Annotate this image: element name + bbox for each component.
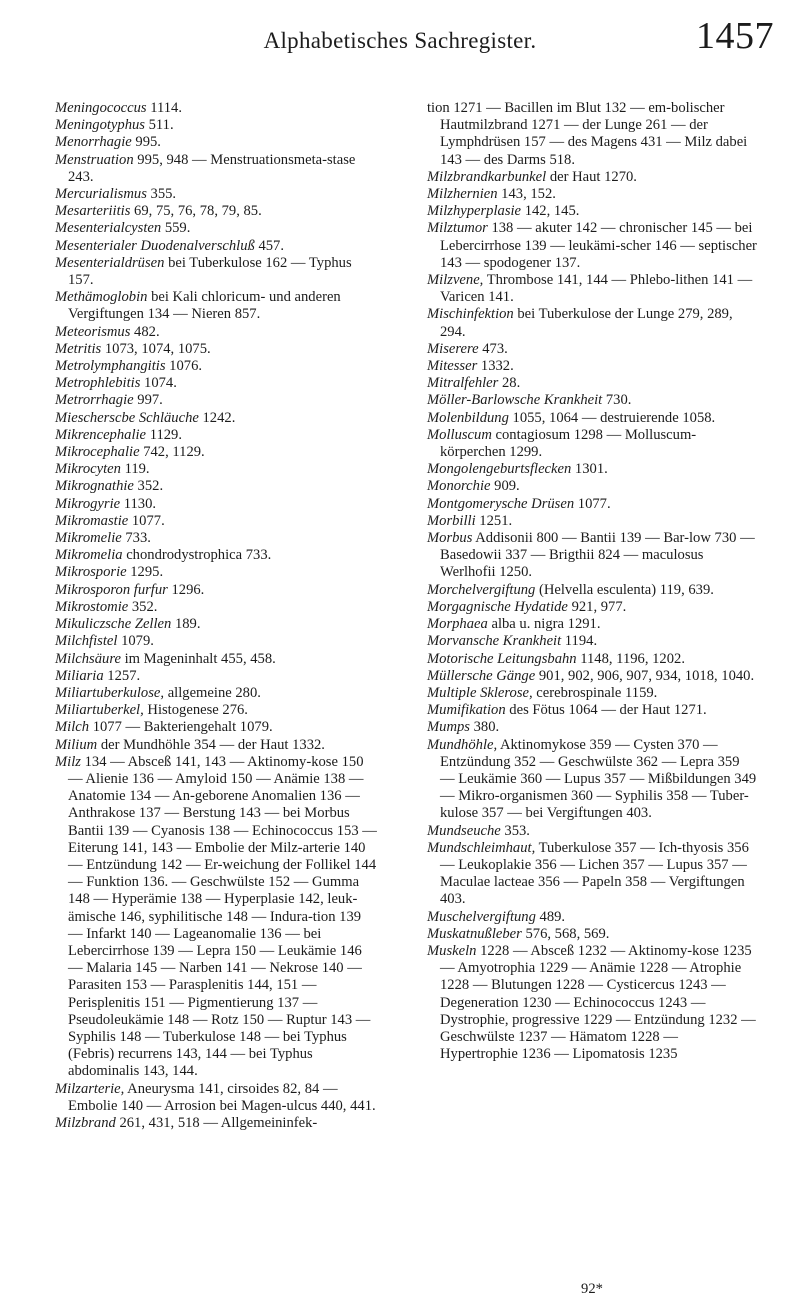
index-entry	[55, 340, 377, 358]
index-term: Miserere	[427, 340, 479, 357]
index-term: Montgomerysche Drüsen	[427, 495, 575, 512]
index-references: 730.	[602, 392, 632, 409]
index-term: Müllersche Gänge	[427, 667, 536, 684]
index-term: Mundhöhle,	[427, 736, 498, 753]
index-entry	[427, 168, 757, 186]
index-entry	[427, 340, 757, 358]
index-references: 142, 145.	[521, 203, 580, 220]
index-references: 1077 — Bakteriengehalt 1079.	[89, 719, 273, 736]
index-references: bei Tuberkulose der Lunge 279, 289, 294.	[440, 306, 733, 340]
index-term: Milzbrandkarbunkel	[427, 168, 547, 185]
index-entry	[427, 581, 757, 599]
index-references: Aktinomykose 359 — Cysten 370 — Entzündung 352 — Geschwülste 362 — Lepra 359 — Leukämie 360 — Lupus 357 — Mißbildungen 349 — Mikro-organismen 360 — Syphilis 358 — Tuber-kulose 357 — bei Vergiftungen 403.	[440, 736, 757, 822]
index-term: Muskatnußleber	[427, 925, 522, 942]
index-references: 1148, 1196, 1202.	[576, 650, 685, 667]
index-entry	[427, 925, 757, 943]
index-term: Muskeln	[427, 942, 477, 959]
index-term: Morphaea	[427, 616, 488, 633]
index-term: Mitesser	[427, 358, 478, 375]
index-term: Mikrognathie	[55, 478, 134, 495]
index-entry	[427, 272, 757, 306]
index-references: 28.	[498, 375, 521, 392]
index-references: 995, 948 — Menstruationsmeta-stase 243.	[68, 151, 356, 185]
index-term: Milz	[55, 753, 81, 770]
index-entry	[55, 736, 377, 754]
index-references: 1194.	[561, 633, 598, 650]
index-entry	[55, 684, 377, 702]
index-term: Motorische Leitungsbahn	[427, 650, 577, 667]
index-entry	[55, 616, 377, 633]
index-entry	[55, 289, 377, 323]
index-entry	[427, 426, 757, 461]
index-entry	[55, 461, 377, 478]
index-references: 261, 431, 518 — Allgemeininfek-	[115, 1114, 318, 1131]
index-references: 119.	[120, 461, 150, 478]
index-references: 143, 152.	[497, 186, 556, 203]
index-term: Metritis	[55, 340, 102, 357]
index-term: Mikrocephalie	[55, 444, 140, 461]
index-term: Mesarteriitis	[55, 203, 131, 220]
index-term: Mikuliczsche Zellen	[55, 616, 172, 633]
index-term: Metrolymphangitis	[55, 358, 166, 375]
index-entry	[55, 186, 377, 203]
index-entry	[55, 581, 377, 599]
index-term: Morvansche Krankheit	[427, 633, 562, 650]
index-entry	[427, 839, 757, 909]
index-entry	[427, 633, 757, 650]
index-references: 733.	[121, 530, 151, 547]
index-term: Mikromelia	[55, 547, 123, 564]
index-references: contagiosum 1298 — Molluscum-körperchen 1299.	[440, 426, 697, 461]
index-term: Mikrostomie	[55, 598, 129, 615]
index-term: Milztumor	[427, 220, 488, 237]
index-entry	[55, 547, 377, 564]
index-term: Morbilli	[427, 512, 476, 529]
index-entry	[55, 598, 377, 616]
index-entry	[55, 650, 377, 668]
index-entry	[55, 444, 377, 461]
index-term: Morchelvergiftung	[427, 581, 536, 598]
index-references: 482.	[130, 323, 160, 340]
index-references: des Fötus 1064 — der Haut 1271.	[505, 702, 707, 719]
index-references: 1295.	[126, 564, 164, 581]
index-references: 1130.	[120, 495, 157, 512]
right-column	[427, 100, 757, 1063]
index-term: Monorchie	[427, 478, 491, 495]
index-term: Milzhyperplasie	[427, 203, 522, 220]
index-term: Miescherscbe Schläuche	[55, 409, 199, 426]
index-term: Mesenterialcysten	[55, 220, 162, 237]
index-term: Miliaria	[55, 667, 104, 684]
index-entry	[427, 100, 757, 169]
index-references: (Helvella esculenta) 119, 639.	[535, 581, 714, 598]
index-term: Metrorrhagie	[55, 392, 134, 409]
index-term: Metrophlebitis	[55, 375, 141, 392]
index-entry	[427, 409, 757, 427]
page-number: 1457	[696, 15, 774, 57]
index-entry	[427, 684, 757, 702]
index-term: Mikrogyrie	[55, 495, 121, 512]
index-entry	[427, 702, 757, 719]
index-term: Molenbildung	[427, 409, 509, 426]
index-entry	[55, 203, 377, 220]
index-term: Mikrosporon furfur	[55, 581, 168, 598]
index-references: 353.	[500, 822, 530, 839]
index-entry	[427, 650, 757, 668]
index-entry	[55, 702, 377, 719]
index-references: 1301.	[571, 461, 608, 478]
index-term: Multiple Sklerose,	[427, 684, 533, 701]
index-references: 1332.	[477, 358, 514, 375]
index-references: 909.	[490, 478, 520, 495]
index-term: Mesenterialdrüsen	[55, 254, 165, 271]
index-entry	[427, 667, 757, 685]
index-references: der Haut 1270.	[546, 168, 637, 185]
index-references: 380.	[469, 719, 500, 736]
index-entry	[427, 203, 757, 220]
index-references: 138 — akuter 142 — chronischer 145 — bei Lebercirrhose 139 — leukämi-scher 146 — septischer 143 — spodogener 137.	[440, 220, 757, 271]
index-entry	[55, 1080, 377, 1115]
index-references: 1073, 1074, 1075.	[101, 340, 211, 357]
index-entry	[427, 186, 757, 203]
index-entry	[55, 375, 377, 392]
index-references: 1251.	[475, 512, 513, 529]
index-entry	[55, 134, 377, 151]
index-term: Molluscum	[427, 426, 492, 443]
index-term: Mumps	[427, 719, 470, 736]
index-entry	[55, 254, 377, 289]
index-references: 559.	[161, 220, 191, 237]
index-entry	[427, 306, 757, 340]
index-term: Möller-Barlowsche Krankheit	[427, 392, 603, 409]
index-references: 995.	[131, 134, 161, 151]
index-entry	[427, 375, 757, 392]
index-term: Meteorismus	[55, 323, 131, 340]
index-entry	[427, 358, 757, 375]
index-entry	[427, 220, 757, 272]
index-entry	[427, 942, 757, 1063]
index-references: Aneurysma 141, cirsoides 82, 84 — Embolie 140 — Arrosion bei Magen-ulcus 440, 441.	[68, 1080, 376, 1114]
index-references: 473.	[478, 340, 508, 357]
index-references: 576, 568, 569.	[521, 925, 610, 942]
index-term: Miliartuberkel,	[55, 702, 144, 719]
index-term: Menorrhagie	[55, 134, 132, 151]
index-references: 1076.	[165, 358, 203, 375]
index-term: Mitralfehler	[427, 375, 499, 392]
index-term: Milzhernien	[427, 186, 498, 203]
index-references: 1129.	[146, 426, 182, 443]
index-references: 1079.	[117, 633, 154, 650]
index-entry	[427, 512, 757, 530]
index-term: Mikromastie	[55, 512, 129, 529]
page-title: Alphabetisches Sachregister.	[263, 28, 537, 53]
index-entry	[55, 392, 377, 409]
index-references: Histogenese 276.	[143, 702, 248, 719]
index-references: 489.	[535, 908, 566, 925]
index-references: chondrodystrophica 733.	[122, 547, 272, 564]
index-entry	[55, 753, 377, 1081]
index-references: 352.	[128, 598, 158, 615]
index-term: Meningococcus	[55, 100, 147, 116]
index-entry	[427, 719, 757, 736]
index-entry	[55, 409, 377, 427]
index-term: Mikrocyten	[55, 461, 121, 478]
index-references: 1242.	[198, 409, 236, 426]
index-references: Addisonii 800 — Bantii 139 — Bar-low 730 — Basedowii 337 — Brigthii 824 — maculosus Werlhofii 1250.	[440, 530, 755, 581]
left-column	[55, 100, 377, 1132]
index-entry	[55, 478, 377, 495]
index-term: Mikrencephalie	[55, 426, 147, 443]
index-references: 742, 1129.	[139, 444, 205, 461]
index-references: cerebrospinale 1159.	[532, 684, 658, 701]
index-entry	[427, 392, 757, 409]
index-references: 997.	[133, 392, 163, 409]
index-term: Milzarterie,	[55, 1080, 125, 1097]
index-references: bei Kali chloricum- und anderen Vergiftungen 134 — Nieren 857.	[68, 289, 341, 323]
index-entry	[427, 461, 757, 478]
index-entry	[427, 616, 757, 633]
index-term: Mesenterialer Duodenalverschluß	[55, 237, 255, 254]
index-references: 901, 902, 906, 907, 934, 1018, 1040.	[535, 667, 755, 684]
index-references: Tuberkulose 357 — Ich-thyosis 356 — Leukoplakie 356 — Lichen 357 — Lupus 357 — Maculae lacteae 356 — Papeln 358 — Vergiftungen 403.	[440, 839, 749, 908]
index-entry	[55, 117, 377, 134]
index-references: tion 1271 — Bacillen im Blut 132 — em-bolischer Hautmilzbrand 1271 — der Lunge 261 — der Lymphdrüsen 157 — des Magens 431 — Milz dabei 143 — des Darms 518.	[427, 100, 748, 168]
page-header	[0, 6, 800, 68]
index-term: Miliartuberkulose,	[55, 684, 165, 701]
index-term: Mikromelie	[55, 530, 122, 547]
index-references: im Mageninhalt 455, 458.	[120, 650, 276, 667]
index-entry	[55, 512, 377, 530]
index-entry	[55, 530, 377, 547]
index-references: 1055, 1064 — destruierende 1058.	[508, 409, 716, 426]
index-entry	[427, 478, 757, 495]
index-term: Meningotyphus	[55, 117, 145, 134]
index-entry	[55, 667, 377, 685]
index-entry	[427, 598, 757, 616]
index-term: Menstruation	[55, 151, 134, 168]
index-term: Mercurialismus	[55, 186, 147, 203]
index-references: 1077.	[128, 512, 165, 529]
index-entry	[55, 1114, 377, 1132]
index-term: Mundseuche	[427, 822, 501, 839]
index-entry	[55, 151, 377, 186]
index-entry	[55, 323, 377, 341]
index-entry	[55, 719, 377, 736]
index-references: 189.	[171, 616, 201, 633]
index-entry	[427, 822, 757, 840]
index-references: 1296.	[167, 581, 205, 598]
index-references: alba u. nigra 1291.	[487, 616, 601, 633]
index-references: 355.	[146, 186, 177, 203]
index-term: Milzbrand	[55, 1114, 116, 1131]
index-references: 352.	[133, 478, 164, 495]
index-references: allgemeine 280.	[164, 684, 261, 701]
index-entry	[55, 358, 377, 375]
index-term: Milchsäure	[55, 650, 121, 667]
index-references: 69, 75, 76, 78, 79, 85.	[130, 203, 262, 220]
index-term: Milzvene,	[427, 272, 484, 289]
index-references: 1257.	[103, 667, 141, 684]
index-entry	[55, 633, 377, 650]
index-entry	[55, 100, 377, 117]
index-entry	[427, 908, 757, 926]
index-references: 134 — Absceß 141, 143 — Aktinomy-kose 150 — Alienie 136 — Amyloid 150 — Anämie 138 — Anatomie 134 — An-geborene Anomalien 136 — Anthrakose 137 — Berstung 143 — bei Morbus Bantii 139 — Cyanosis 138 — Echinococcus 153 — Eiterung 141, 143 — Embolie der Milz-arterie 140 — Entzündung 142 — Er-weichung der Follikel 144 — Funktion 136. — Geschwülste 152 — Gumma 148 — Hyperämie 138 — Hyperplasie 142, leuk-ämische 146, syphilitische 148 — Indura-tion 139 — Infarkt 140 — Lageanomalie 136 — bei Lebercirrhose 139 — Lepra 150 — Leukämie 146 — Malaria 145 — Narben 141 — Nekrose 140 — Parasiten 153 — Parasplenitis 144, 151 — Perisplenitis 151 — Pigmentierung 137 — Pseudoleukämie 148 — Rotz 150 — Ruptur 143 — Syphilis 148 — Tuberkulose 148 — bei Typhus (Febris) recurrens 143, 144 — bei Typhus abdominalis 143, 144.	[68, 753, 377, 1080]
index-entry	[55, 495, 377, 513]
index-references: 1114.	[146, 100, 182, 116]
index-term: Mumifikation	[427, 702, 506, 719]
index-term: Milch	[55, 719, 90, 736]
index-term: Mikrosporie	[55, 564, 127, 581]
index-term: Morbus	[427, 530, 473, 547]
index-references: 1074.	[140, 375, 177, 392]
index-references: 1228 — Absceß 1232 — Aktinomy-kose 1235 — Amyotrophia 1229 — Anämie 1228 — Atrophie 1228 — Blutungen 1228 — Cysticercus 1243 — Degeneration 1230 — Echinococcus 1243 — Dystrophie, progressive 1229 — Entzündung 1232 — Geschwülste 1237 — Hämatom 1228 — Hypertrophie 1236 — Lipomatosis 1235	[440, 942, 756, 1063]
index-entry	[55, 426, 377, 444]
index-references: 921, 977.	[567, 598, 627, 615]
index-term: Mundschleimhaut,	[427, 839, 536, 856]
index-references: 457.	[254, 237, 284, 254]
index-entry	[427, 495, 757, 513]
index-entry	[55, 564, 377, 581]
index-references: Thrombose 141, 144 — Phlebo-lithen 141 — Varicen 141.	[440, 272, 753, 306]
index-term: Milium	[55, 736, 98, 753]
index-entry	[427, 530, 757, 582]
index-term: Morgagnische Hydatide	[427, 598, 568, 615]
index-term: Muschelvergiftung	[427, 908, 536, 925]
index-references: bei Tuberkulose 162 — Typhus 157.	[68, 254, 352, 289]
index-entry	[427, 736, 757, 823]
index-term: Mongolengeburtsflecken	[427, 461, 572, 478]
index-term: Mischinfektion	[427, 306, 514, 323]
index-term: Milchfistel	[55, 633, 118, 650]
index-term: Methämoglobin	[55, 289, 148, 306]
index-entry	[55, 237, 377, 255]
index-references: 1077.	[574, 495, 611, 512]
index-references: 511.	[144, 117, 174, 134]
index-entry	[55, 220, 377, 237]
index-references: der Mundhöhle 354 — der Haut 1332.	[97, 736, 325, 753]
signature-mark: 92*	[581, 1281, 603, 1297]
